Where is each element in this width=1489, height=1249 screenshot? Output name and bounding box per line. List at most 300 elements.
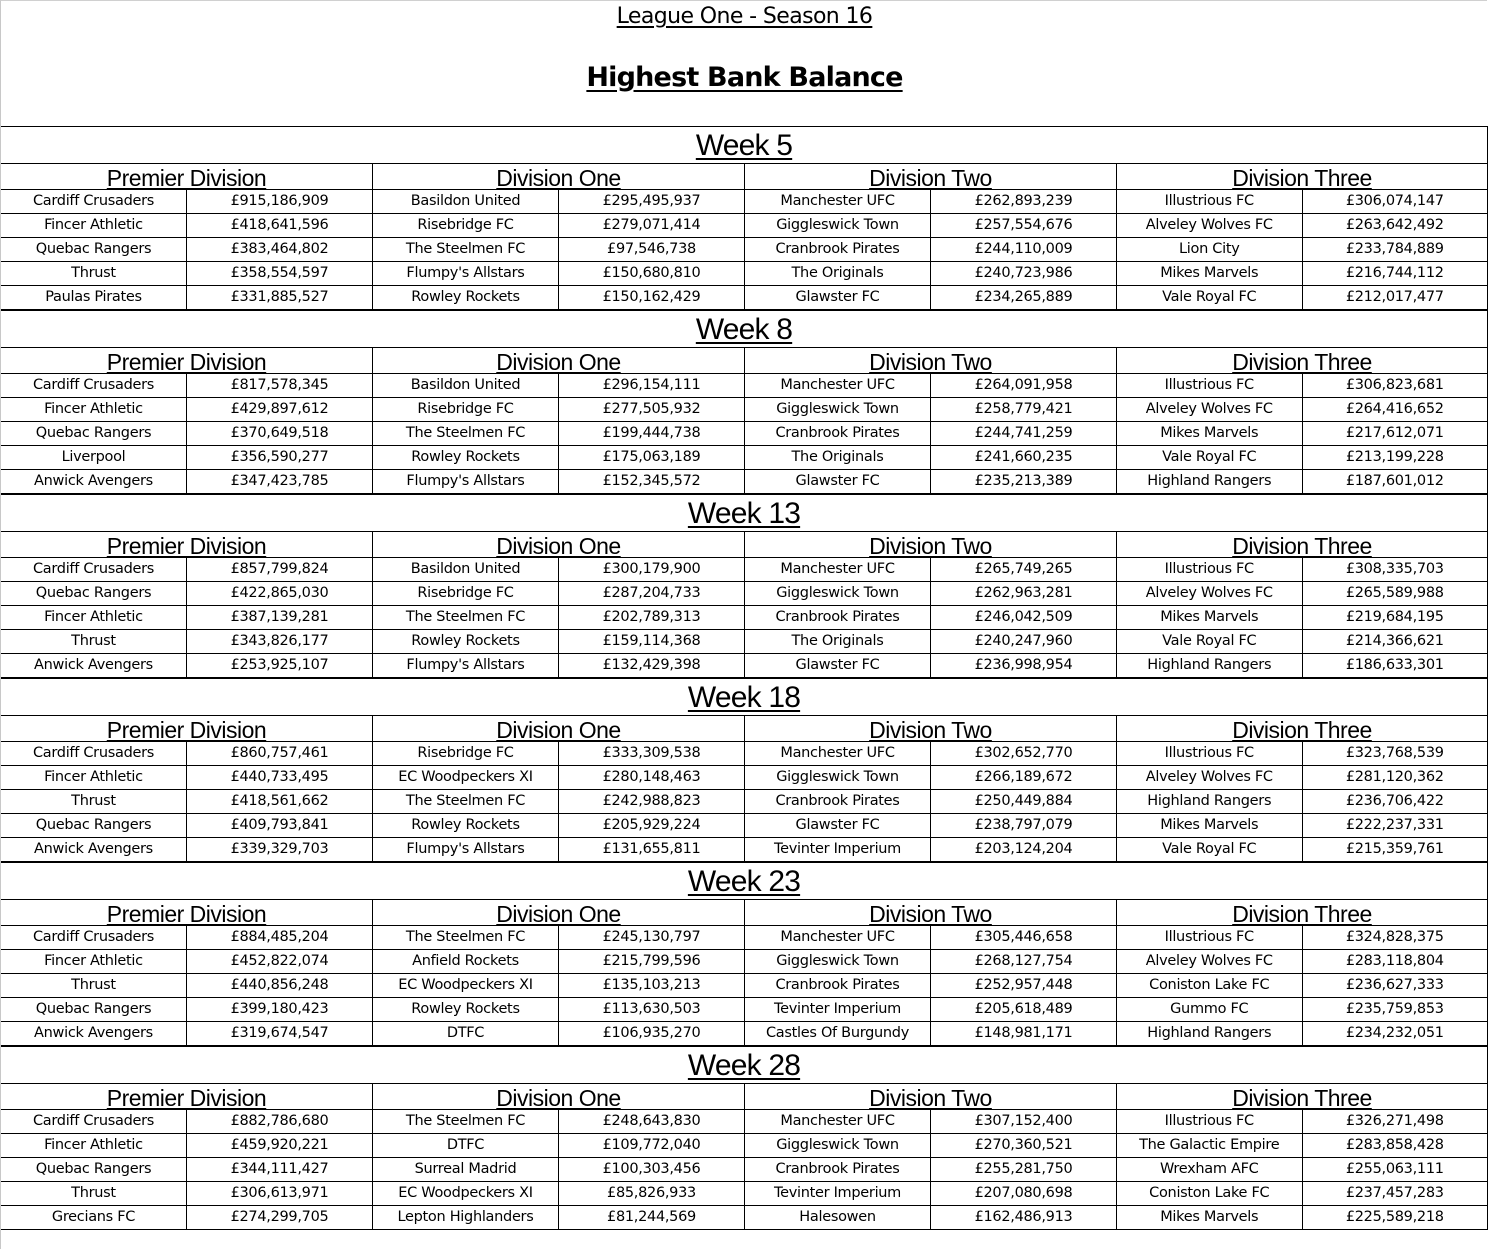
table-row <box>1117 582 1487 606</box>
team-name-cell: Liverpool <box>1 446 187 469</box>
team-name-cell: Vale Royal FC <box>1117 446 1303 469</box>
division-rows <box>373 926 744 1046</box>
team-name-cell: Fincer Athletic <box>1 398 187 421</box>
bank-balance-cell: £306,074,147 <box>1345 193 1444 209</box>
bank-balance-cell: £287,204,733 <box>602 585 701 601</box>
division-name: Division Three <box>1232 717 1372 743</box>
division-header <box>1 900 372 926</box>
table-row <box>1 814 372 838</box>
division-table-division-one <box>373 532 745 678</box>
table-row <box>745 838 1116 862</box>
table-row <box>1117 214 1487 238</box>
team-name-cell: Anwick Avengers <box>1 470 187 493</box>
bank-balance-cell: £459,920,221 <box>230 1137 329 1153</box>
bank-balance-cell: £331,885,527 <box>230 289 329 305</box>
team-name-cell: EC Woodpeckers XI <box>373 974 559 997</box>
table-row <box>745 374 1116 398</box>
division-header <box>1 1084 372 1110</box>
division-table-division-two <box>745 348 1117 494</box>
table-row <box>373 262 744 286</box>
team-name-cell: Paulas Pirates <box>1 286 187 309</box>
bank-balance-cell: £409,793,841 <box>230 817 329 833</box>
division-rows <box>373 374 744 494</box>
team-name-cell: Halesowen <box>745 1206 931 1229</box>
table-row <box>1 742 372 766</box>
division-name: Division Three <box>1232 165 1372 191</box>
team-name-cell: Thrust <box>1 1182 187 1205</box>
division-header <box>1 716 372 742</box>
table-row <box>373 974 744 998</box>
team-name-cell: Vale Royal FC <box>1117 286 1303 309</box>
team-name-cell: Anwick Avengers <box>1 1022 187 1045</box>
team-name-cell: Highland Rangers <box>1117 470 1303 493</box>
team-name-cell: Quebac Rangers <box>1 998 187 1021</box>
bank-balance-cell: £152,345,572 <box>602 473 701 489</box>
team-name-cell: DTFC <box>373 1134 559 1157</box>
week-section-week-8 <box>1 310 1488 494</box>
division-table-premier-division <box>1 900 373 1046</box>
team-name-cell: Manchester UFC <box>745 374 931 397</box>
bank-balance-cell: £246,042,509 <box>974 609 1073 625</box>
team-name-cell: Alveley Wolves FC <box>1117 766 1303 789</box>
table-row <box>373 654 744 678</box>
table-row <box>373 766 744 790</box>
divisions-row <box>1 900 1488 1046</box>
table-row <box>745 582 1116 606</box>
divisions-row <box>1 1084 1488 1230</box>
team-name-cell: Cardiff Crusaders <box>1 742 187 765</box>
team-name-cell: Mikes Marvels <box>1117 422 1303 445</box>
team-name-cell: Quebac Rangers <box>1 582 187 605</box>
division-name: Division Two <box>869 1085 992 1111</box>
week-label: Week 28 <box>687 1049 801 1082</box>
bank-balance-cell: £150,680,810 <box>602 265 701 281</box>
table-row <box>373 742 744 766</box>
table-row <box>1117 926 1487 950</box>
division-header <box>745 1084 1116 1110</box>
page-title: Highest Bank Balance <box>586 62 903 93</box>
table-row <box>1 950 372 974</box>
division-name: Division Three <box>1232 901 1372 927</box>
week-section-week-28 <box>1 1046 1488 1230</box>
table-row <box>1117 470 1487 494</box>
division-rows <box>1117 1110 1487 1230</box>
team-name-cell: The Steelmen FC <box>373 1110 559 1133</box>
bank-balance-cell: £132,429,398 <box>602 657 701 673</box>
bank-balance-cell: £217,612,071 <box>1345 425 1444 441</box>
table-row <box>745 558 1116 582</box>
table-row <box>373 1206 744 1230</box>
division-name: Division One <box>496 165 621 191</box>
team-name-cell: Cranbrook Pirates <box>745 790 931 813</box>
team-name-cell: Anfield Rockets <box>373 950 559 973</box>
team-name-cell: Risebridge FC <box>373 398 559 421</box>
bank-balance-cell: £265,589,988 <box>1345 585 1444 601</box>
table-row <box>373 1134 744 1158</box>
table-row <box>1117 742 1487 766</box>
bank-balance-cell: £295,495,937 <box>602 193 701 209</box>
team-name-cell: Fincer Athletic <box>1 214 187 237</box>
table-row <box>745 470 1116 494</box>
bank-balance-cell: £244,741,259 <box>974 425 1073 441</box>
team-name-cell: Coniston Lake FC <box>1117 1182 1303 1205</box>
table-row <box>1 374 372 398</box>
division-rows <box>373 190 744 310</box>
team-name-cell: The Galactic Empire <box>1117 1134 1303 1157</box>
team-name-cell: Cranbrook Pirates <box>745 974 931 997</box>
team-name-cell: Manchester UFC <box>745 1110 931 1133</box>
bank-balance-cell: £236,627,333 <box>1345 977 1444 993</box>
team-name-cell: Illustrious FC <box>1117 1110 1303 1133</box>
bank-balance-cell: £255,281,750 <box>974 1161 1073 1177</box>
division-table-division-three <box>1117 348 1488 494</box>
bank-balance-cell: £323,768,539 <box>1345 745 1444 761</box>
table-row <box>1117 558 1487 582</box>
bank-balance-cell: £205,618,489 <box>974 1001 1073 1017</box>
division-table-division-two <box>745 900 1117 1046</box>
team-name-cell: Thrust <box>1 790 187 813</box>
table-row <box>1 766 372 790</box>
division-rows <box>1 742 372 862</box>
bank-balance-cell: £235,759,853 <box>1345 1001 1444 1017</box>
table-row <box>373 1158 744 1182</box>
bank-balance-cell: £333,309,538 <box>602 745 701 761</box>
division-name: Division Two <box>869 349 992 375</box>
table-row <box>1117 838 1487 862</box>
bank-balance-cell: £214,366,621 <box>1345 633 1444 649</box>
week-header <box>1 863 1488 900</box>
division-table-division-two <box>745 716 1117 862</box>
division-name: Premier Division <box>106 533 267 559</box>
division-rows <box>1117 374 1487 494</box>
bank-balance-cell: £248,643,830 <box>602 1113 701 1129</box>
table-row <box>1117 190 1487 214</box>
team-name-cell: Mikes Marvels <box>1117 606 1303 629</box>
table-row <box>373 1110 744 1134</box>
table-row <box>1117 654 1487 678</box>
division-name: Premier Division <box>106 165 267 191</box>
team-name-cell: Coniston Lake FC <box>1117 974 1303 997</box>
team-name-cell: Vale Royal FC <box>1117 630 1303 653</box>
table-row <box>1 470 372 494</box>
bank-balance-cell: £81,244,569 <box>607 1209 696 1225</box>
team-name-cell: Quebac Rangers <box>1 1158 187 1181</box>
table-row <box>1 838 372 862</box>
bank-balance-cell: £817,578,345 <box>230 377 329 393</box>
table-row <box>1 214 372 238</box>
table-row <box>745 926 1116 950</box>
week-label: Week 13 <box>687 497 801 530</box>
bank-balance-cell: £429,897,612 <box>230 401 329 417</box>
division-table-division-one <box>373 716 745 862</box>
bank-balance-cell: £234,265,889 <box>974 289 1073 305</box>
bank-balance-cell: £252,957,448 <box>974 977 1073 993</box>
division-rows <box>745 190 1116 310</box>
table-row <box>1117 286 1487 310</box>
bank-balance-cell: £135,103,213 <box>602 977 701 993</box>
team-name-cell: Wrexham AFC <box>1117 1158 1303 1181</box>
team-name-cell: Vale Royal FC <box>1117 838 1303 861</box>
table-row <box>745 1110 1116 1134</box>
bank-balance-cell: £326,271,498 <box>1345 1113 1444 1129</box>
team-name-cell: Basildon United <box>373 558 559 581</box>
table-row <box>373 446 744 470</box>
bank-balance-cell: £339,329,703 <box>230 841 329 857</box>
table-row <box>745 214 1116 238</box>
team-name-cell: Illustrious FC <box>1117 190 1303 213</box>
division-header <box>745 716 1116 742</box>
week-label: Week 23 <box>687 865 801 898</box>
division-table-premier-division <box>1 532 373 678</box>
team-name-cell: Fincer Athletic <box>1 766 187 789</box>
bank-balance-cell: £306,823,681 <box>1345 377 1444 393</box>
bank-balance-cell: £238,797,079 <box>974 817 1073 833</box>
bank-balance-cell: £244,110,009 <box>974 241 1073 257</box>
bank-balance-cell: £162,486,913 <box>974 1209 1073 1225</box>
bank-balance-cell: £215,359,761 <box>1345 841 1444 857</box>
table-row <box>373 238 744 262</box>
team-name-cell: Grecians FC <box>1 1206 187 1229</box>
team-name-cell: Manchester UFC <box>745 742 931 765</box>
team-name-cell: Fincer Athletic <box>1 950 187 973</box>
bank-balance-cell: £306,613,971 <box>230 1185 329 1201</box>
division-rows <box>1117 742 1487 862</box>
week-label: Week 18 <box>687 681 801 714</box>
bank-balance-cell: £915,186,909 <box>230 193 329 209</box>
team-name-cell: Alveley Wolves FC <box>1117 398 1303 421</box>
division-name: Division One <box>496 533 621 559</box>
team-name-cell: The Steelmen FC <box>373 606 559 629</box>
division-name: Division Two <box>869 901 992 927</box>
team-name-cell: Glawster FC <box>745 286 931 309</box>
team-name-cell: Quebac Rangers <box>1 814 187 837</box>
bank-balance-cell: £422,865,030 <box>230 585 329 601</box>
table-row <box>373 926 744 950</box>
table-row <box>745 1182 1116 1206</box>
division-header <box>1117 716 1487 742</box>
table-row <box>373 374 744 398</box>
division-header <box>745 900 1116 926</box>
table-row <box>745 446 1116 470</box>
bank-balance-cell: £418,561,662 <box>230 793 329 809</box>
team-name-cell: Cranbrook Pirates <box>745 238 931 261</box>
team-name-cell: Giggleswick Town <box>745 398 931 421</box>
table-row <box>745 422 1116 446</box>
team-name-cell: Alveley Wolves FC <box>1117 214 1303 237</box>
table-row <box>745 286 1116 310</box>
bank-balance-cell: £383,464,802 <box>230 241 329 257</box>
bank-balance-cell: £175,063,189 <box>602 449 701 465</box>
bank-balance-cell: £233,784,889 <box>1345 241 1444 257</box>
table-row <box>745 998 1116 1022</box>
bank-balance-cell: £264,416,652 <box>1345 401 1444 417</box>
bank-balance-cell: £882,786,680 <box>230 1113 329 1129</box>
bank-balance-cell: £242,988,823 <box>602 793 701 809</box>
division-table-division-three <box>1117 1084 1488 1230</box>
table-row <box>373 214 744 238</box>
team-name-cell: Risebridge FC <box>373 742 559 765</box>
bank-balance-cell: £85,826,933 <box>607 1185 696 1201</box>
division-rows <box>373 558 744 678</box>
table-row <box>745 814 1116 838</box>
team-name-cell: Quebac Rangers <box>1 422 187 445</box>
bank-balance-cell: £860,757,461 <box>230 745 329 761</box>
bank-balance-cell: £274,299,705 <box>230 1209 329 1225</box>
team-name-cell: Tevinter Imperium <box>745 998 931 1021</box>
table-row <box>373 470 744 494</box>
table-row <box>1 926 372 950</box>
team-name-cell: Flumpy's Allstars <box>373 838 559 861</box>
team-name-cell: Illustrious FC <box>1117 558 1303 581</box>
team-name-cell: Glawster FC <box>745 470 931 493</box>
table-row <box>373 286 744 310</box>
table-row <box>1 422 372 446</box>
bank-balance-cell: £884,485,204 <box>230 929 329 945</box>
team-name-cell: Cardiff Crusaders <box>1 1110 187 1133</box>
bank-balance-cell: £202,789,313 <box>602 609 701 625</box>
division-rows <box>1117 926 1487 1046</box>
division-rows <box>1 374 372 494</box>
division-rows <box>745 926 1116 1046</box>
table-row <box>745 742 1116 766</box>
team-name-cell: Basildon United <box>373 374 559 397</box>
table-row <box>745 190 1116 214</box>
division-table-premier-division <box>1 1084 373 1230</box>
table-row <box>745 654 1116 678</box>
division-header <box>1117 348 1487 374</box>
table-row <box>373 582 744 606</box>
team-name-cell: Cranbrook Pirates <box>745 422 931 445</box>
team-name-cell: Cranbrook Pirates <box>745 1158 931 1181</box>
bank-balance-cell: £302,652,770 <box>974 745 1073 761</box>
team-name-cell: Rowley Rockets <box>373 814 559 837</box>
team-name-cell: The Originals <box>745 630 931 653</box>
division-table-premier-division <box>1 348 373 494</box>
team-name-cell: Highland Rangers <box>1117 790 1303 813</box>
bank-balance-cell: £399,180,423 <box>230 1001 329 1017</box>
division-header <box>373 1084 744 1110</box>
bank-balance-cell: £358,554,597 <box>230 265 329 281</box>
bank-balance-cell: £216,744,112 <box>1345 265 1444 281</box>
table-row <box>745 790 1116 814</box>
bank-balance-cell: £203,124,204 <box>974 841 1073 857</box>
bank-balance-cell: £213,199,228 <box>1345 449 1444 465</box>
table-row <box>1 262 372 286</box>
team-name-cell: Illustrious FC <box>1117 926 1303 949</box>
table-row <box>745 262 1116 286</box>
division-name: Division Three <box>1232 1085 1372 1111</box>
table-row <box>1 1110 372 1134</box>
team-name-cell: Fincer Athletic <box>1 1134 187 1157</box>
week-header <box>1 311 1488 348</box>
table-row <box>373 790 744 814</box>
bank-balance-cell: £225,589,218 <box>1345 1209 1444 1225</box>
week-section-week-5 <box>1 126 1488 310</box>
division-rows <box>373 742 744 862</box>
table-row <box>1 558 372 582</box>
division-header <box>373 164 744 190</box>
division-name: Division One <box>496 349 621 375</box>
table-row <box>1 790 372 814</box>
table-row <box>1 1158 372 1182</box>
bank-balance-cell: £262,963,281 <box>974 585 1073 601</box>
team-name-cell: The Steelmen FC <box>373 238 559 261</box>
division-name: Premier Division <box>106 349 267 375</box>
division-rows <box>1117 558 1487 678</box>
division-header <box>1117 164 1487 190</box>
table-row <box>1 398 372 422</box>
bank-balance-cell: £253,925,107 <box>230 657 329 673</box>
team-name-cell: Thrust <box>1 630 187 653</box>
team-name-cell: Glawster FC <box>745 654 931 677</box>
division-header <box>1 348 372 374</box>
table-row <box>1 998 372 1022</box>
table-row <box>745 974 1116 998</box>
table-row <box>745 766 1116 790</box>
team-name-cell: The Steelmen FC <box>373 422 559 445</box>
division-name: Division Three <box>1232 349 1372 375</box>
table-row <box>745 398 1116 422</box>
bank-balance-cell: £100,303,456 <box>602 1161 701 1177</box>
team-name-cell: Alveley Wolves FC <box>1117 582 1303 605</box>
bank-balance-cell: £235,213,389 <box>974 473 1073 489</box>
table-row <box>1 630 372 654</box>
team-name-cell: Thrust <box>1 262 187 285</box>
weeks-container <box>1 126 1488 1230</box>
division-name: Division Two <box>869 717 992 743</box>
division-table-division-one <box>373 164 745 310</box>
divisions-row <box>1 532 1488 678</box>
table-row <box>745 1158 1116 1182</box>
division-header <box>1 164 372 190</box>
team-name-cell: Thrust <box>1 974 187 997</box>
week-header <box>1 495 1488 532</box>
table-row <box>745 630 1116 654</box>
team-name-cell: Cardiff Crusaders <box>1 926 187 949</box>
division-table-division-one <box>373 1084 745 1230</box>
table-row <box>1117 422 1487 446</box>
table-row <box>1 446 372 470</box>
division-name: Premier Division <box>106 717 267 743</box>
division-table-division-two <box>745 532 1117 678</box>
team-name-cell: The Steelmen FC <box>373 790 559 813</box>
table-row <box>1 582 372 606</box>
bank-balance-cell: £255,063,111 <box>1345 1161 1444 1177</box>
division-name: Premier Division <box>106 901 267 927</box>
team-name-cell: Basildon United <box>373 190 559 213</box>
bank-balance-cell: £240,723,986 <box>974 265 1073 281</box>
team-name-cell: Cardiff Crusaders <box>1 558 187 581</box>
bank-balance-cell: £308,335,703 <box>1345 561 1444 577</box>
division-table-division-two <box>745 1084 1117 1230</box>
table-row <box>373 606 744 630</box>
division-table-division-three <box>1117 164 1488 310</box>
table-row <box>1 1134 372 1158</box>
table-row <box>373 998 744 1022</box>
table-row <box>1117 1110 1487 1134</box>
division-rows <box>1 926 372 1046</box>
division-header <box>1117 900 1487 926</box>
bank-balance-cell: £106,935,270 <box>602 1025 701 1041</box>
table-row <box>373 558 744 582</box>
divisions-row <box>1 348 1488 494</box>
bank-balance-cell: £857,799,824 <box>230 561 329 577</box>
bank-balance-cell: £418,641,596 <box>230 217 329 233</box>
table-row <box>1117 1022 1487 1046</box>
week-header <box>1 127 1488 164</box>
team-name-cell: Rowley Rockets <box>373 446 559 469</box>
division-header <box>1 532 372 558</box>
